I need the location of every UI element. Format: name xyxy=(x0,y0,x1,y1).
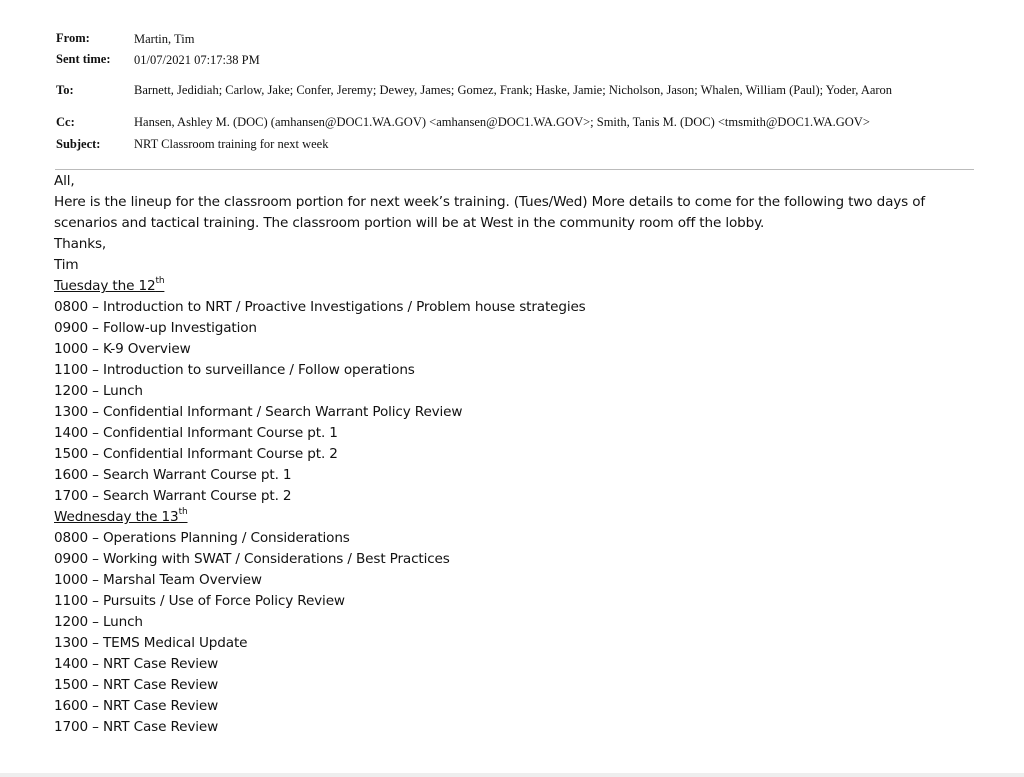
sent-time-label: Sent time: xyxy=(56,52,111,66)
schedule-item: 1000 – K-9 Overview xyxy=(54,341,191,357)
day-heading-tuesday xyxy=(54,276,974,297)
schedule-wednesday xyxy=(54,507,974,738)
to-label: To: xyxy=(56,82,74,97)
greeting: All, xyxy=(54,173,75,189)
day-suffix: th xyxy=(155,276,165,287)
schedule-item: 0900 – Follow-up Investigation xyxy=(54,320,257,336)
day-heading-wednesday xyxy=(54,507,974,528)
schedule-item: 1300 – TEMS Medical Update xyxy=(54,635,248,651)
sent-time-value: 01/07/2021 07:17:38 PM xyxy=(134,52,260,67)
schedule-item: 1600 – Search Warrant Course pt. 1 xyxy=(54,467,292,483)
header-divider xyxy=(55,169,974,170)
day-suffix: th xyxy=(178,507,188,518)
schedule-item: 0800 – Introduction to NRT / Proactive Investigations / Problem house strategies xyxy=(54,299,586,315)
schedule-item: 1500 – Confidential Informant Course pt. 2 xyxy=(54,446,338,462)
to-row xyxy=(56,70,974,110)
intro-paragraph: Here is the lineup for the classroom portion for next week’s training. (Tues/Wed) More details to come for the following two days of scenarios and tactical training. The classroom portion will be at West in the community room off the lobby. xyxy=(54,194,926,231)
from-row xyxy=(56,28,974,49)
schedule-tuesday xyxy=(54,276,974,507)
subject-label: Subject: xyxy=(56,136,101,151)
schedule-item: 0800 – Operations Planning / Considerations xyxy=(54,530,350,546)
subject-row xyxy=(56,134,974,154)
sent-time-row xyxy=(56,49,974,70)
subject-value: NRT Classroom training for next week xyxy=(134,137,329,151)
cc-value: Hansen, Ashley M. (DOC) (amhansen@DOC1.WA.GOV) <amhansen@DOC1.WA.GOV>; Smith, Tanis M. (DOC) <tmsmith@DOC1.WA.GOV> xyxy=(134,115,870,129)
schedule-item: 1400 – Confidential Informant Course pt. 1 xyxy=(54,425,338,441)
schedule-item: 1600 – NRT Case Review xyxy=(54,698,219,714)
bottom-edge xyxy=(0,773,1024,777)
from-label: From: xyxy=(56,31,90,45)
to-value: Barnett, Jedidiah; Carlow, Jake; Confer, Jeremy; Dewey, James; Gomez, Frank; Haske, Jamie; Nicholson, Jason; Whalen, William (Paul); Yoder, Aaron xyxy=(134,83,893,97)
schedule-item: 1700 – NRT Case Review xyxy=(54,719,219,735)
schedule-item: 1700 – Search Warrant Course pt. 2 xyxy=(54,488,292,504)
schedule-item: 1200 – Lunch xyxy=(54,383,143,399)
day-heading-text: Tuesday the 12 xyxy=(54,278,156,294)
schedule-item: 1400 – NRT Case Review xyxy=(54,656,219,672)
schedule-item: 1100 – Introduction to surveillance / Follow operations xyxy=(54,362,415,378)
schedule-item: 1000 – Marshal Team Overview xyxy=(54,572,262,588)
cc-label: Cc: xyxy=(56,114,75,129)
thanks-line: Thanks, xyxy=(54,236,107,252)
day-heading-text: Wednesday the 13 xyxy=(54,509,179,525)
schedule-item: 1100 – Pursuits / Use of Force Policy Review xyxy=(54,593,345,609)
signature: Tim xyxy=(54,257,79,273)
email-header xyxy=(56,28,974,154)
from-value: Martin, Tim xyxy=(134,31,195,46)
email-body xyxy=(54,171,974,738)
schedule-item: 1200 – Lunch xyxy=(54,614,143,630)
cc-row xyxy=(56,110,974,134)
schedule-item: 0900 – Working with SWAT / Considerations / Best Practices xyxy=(54,551,450,567)
schedule-item: 1300 – Confidential Informant / Search Warrant Policy Review xyxy=(54,404,463,420)
schedule-item: 1500 – NRT Case Review xyxy=(54,677,219,693)
